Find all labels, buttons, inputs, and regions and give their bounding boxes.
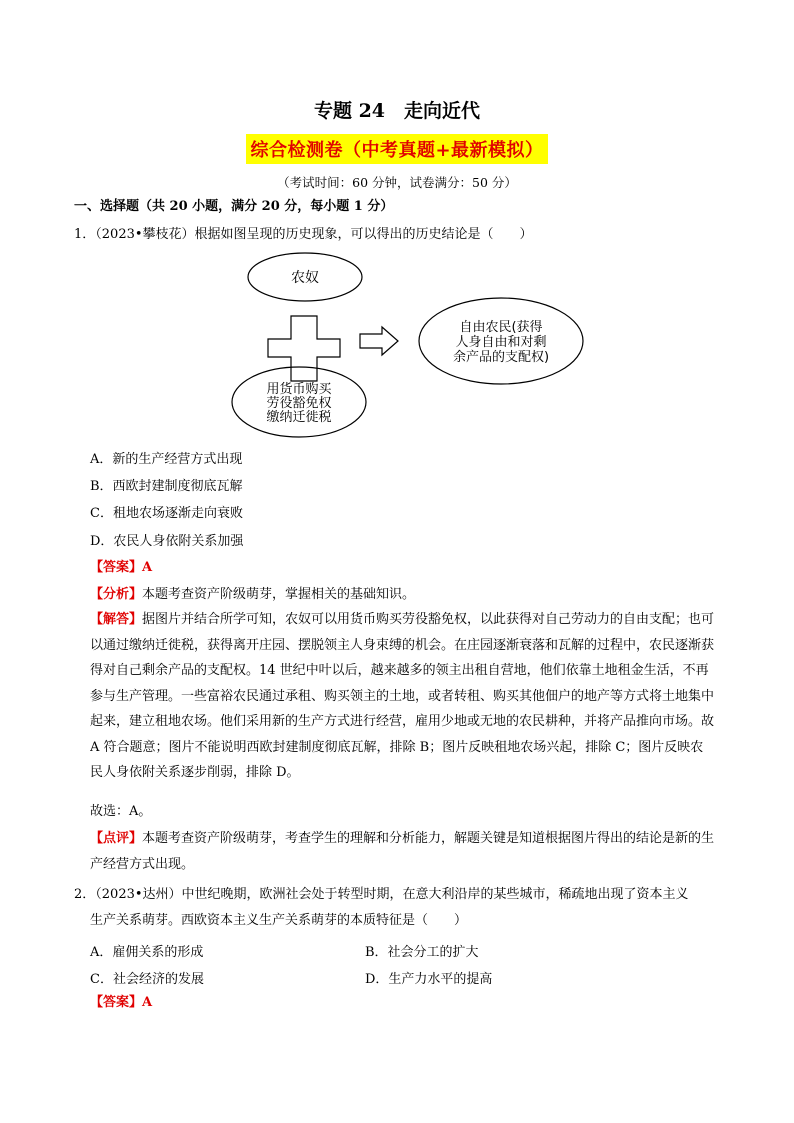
question-2-option-d: D．生产力水平的提高 — [365, 972, 493, 987]
question-1-comment — [90, 826, 715, 877]
question-1-solution — [90, 607, 715, 797]
free-peasant-line-2: 人身自由和对剩 — [455, 335, 547, 350]
question-2-answer — [90, 993, 152, 1013]
question-1-option-c: C．租地农场逐渐走向衰败 — [90, 506, 243, 521]
question-2-option-c: C．社会经济的发展 — [90, 972, 204, 987]
free-peasant-line-3: 余产品的支配权) — [452, 350, 550, 365]
answer-tag: 【答案】 — [90, 995, 143, 1010]
conditions-line-3: 缴纳迁徙税 — [266, 410, 332, 425]
comment-tag: 【点评】 — [90, 831, 143, 846]
section-heading: 一、选择题（共 20 小题，满分 20 分，每小题 1 分） — [74, 199, 394, 214]
comment-text: 本题考查资产阶级萌芽，考查学生的理解和分析能力，解题关键是知道根据图片得出的结论是新的生产经营方式出现。 — [90, 831, 715, 872]
answer-value: A — [142, 995, 153, 1010]
solution-text: 据图片并结合所学可知，农奴可以用货币购买劳役豁免权，以此获得对自己劳动力的自由支配；也可以通过缴纳迁徙税，获得离开庄园、摆脱领主人身束缚的机会。在庄园逐渐衰落和瓦解的过程中，农民逐渐获得对自己剩余产品的支配权。14 世纪中叶以后，越来越多的领主出租自营地，他们依靠土地租金生活，不再参与生产管理。一些富裕农民通过承租、购买领主的土地，或者转租、购买其他佃户的地产等方式将土地集中起来，建立租地农场。他们采用新的生产方式进行经营，雇用少地或无地的农民耕种，并将产品推向市场。故 A 符合题意；图片不能说明西欧封建制度彻底瓦解，排除 B；图片反映租地农场兴起，排除 C；图片反映农民人身依附关系逐步削弱，排除 D。 — [90, 612, 715, 780]
question-2-stem-line-1: 2．（2023•达州）中世纪晚期，欧洲社会处于转型时期，在意大利沿岸的某些城市，稀疏地出现了资本主义 — [74, 887, 689, 902]
conditions-line-1: 用货币购买 — [266, 382, 332, 397]
page-title: 专题 24 走向近代 — [313, 100, 481, 122]
conditions-line-2: 劳役豁免权 — [266, 396, 332, 411]
question-1-stem: 1．（2023•攀枝花）根据如图呈现的历史现象，可以得出的历史结论是（ ） — [74, 227, 533, 242]
page-subtitle: 综合检测卷（中考真题+最新模拟） — [246, 134, 547, 164]
question-1-diagram — [225, 250, 595, 440]
question-2-option-a: A．雇佣关系的形成 — [90, 945, 204, 960]
solution-tag: 【解答】 — [90, 612, 143, 627]
serf-label: 农奴 — [291, 270, 319, 286]
answer-value: A — [142, 560, 153, 575]
answer-tag: 【答案】 — [90, 560, 143, 575]
exam-info: （考试时间：60 分钟，试卷满分：50 分） — [277, 175, 517, 190]
question-1-option-d: D．农民人身依附关系加强 — [90, 534, 244, 549]
question-2-stem-line-2: 生产关系萌芽。西欧资本主义生产关系萌芽的本质特征是（ ） — [90, 913, 468, 928]
question-1-option-a: A．新的生产经营方式出现 — [90, 452, 243, 467]
question-1-option-b: B．西欧封建制度彻底瓦解 — [90, 479, 243, 494]
question-1-choice: 故选：A。 — [90, 804, 152, 819]
free-peasant-line-1: 自由农民(获得 — [459, 320, 543, 335]
analysis-tag: 【分析】 — [90, 587, 143, 602]
question-1-answer — [90, 558, 152, 578]
question-1-analysis — [90, 585, 415, 605]
arrow-right-icon — [360, 327, 398, 355]
analysis-text: 本题考查资产阶级萌芽，掌握相关的基础知识。 — [142, 587, 416, 602]
question-2-option-b: B．社会分工的扩大 — [365, 945, 479, 960]
